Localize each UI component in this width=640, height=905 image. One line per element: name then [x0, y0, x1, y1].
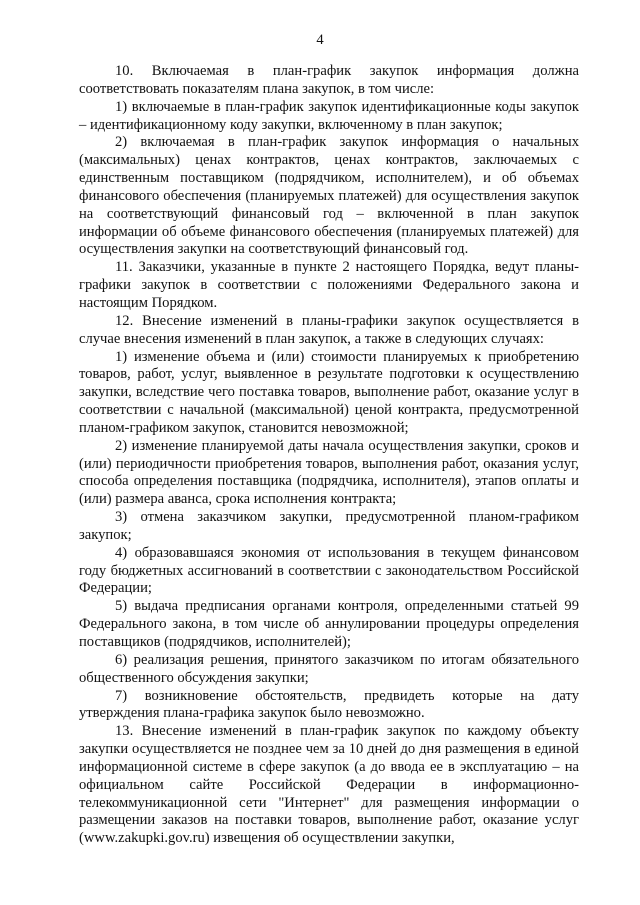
paragraph-12-item-3: 3) отмена заказчиком закупки, предусмотренной планом-графиком закупок;	[79, 509, 579, 543]
paragraph-12-item-2: 2) изменение планируемой даты начала осуществления закупки, сроков и (или) периодичности приобретения товаров, выполнения работ, оказания услуг, способа определения поставщика (подрядчика, исполнителя), этапов оплаты и (или) размера аванса, срока исполнения контракта;	[79, 437, 579, 508]
paragraph-12-item-4: 4) образовавшаяся экономия от использования в текущем финансовом году бюджетных ассигнований в соответствии с законодательством Российской Федерации;	[79, 544, 579, 597]
paragraph-12-item-7: 7) возникновение обстоятельств, предвидеть которые на дату утверждения плана-графика закупок было невозможно.	[79, 687, 579, 722]
paragraph-10: 10. Включаемая в план-график закупок информация должна соответствовать показателям плана закупок, в том числе:	[79, 63, 579, 97]
paragraph-10-item-1: 1) включаемые в план-график закупок идентификационные коды закупок – идентификационному коду закупки, включенному в план закупок;	[79, 98, 579, 133]
page-number: 4	[316, 32, 324, 48]
paragraph-12: 12. Внесение изменений в планы-графики закупок осуществляется в случае внесения изменений в план закупок, а также в следующих случаях:	[79, 312, 579, 347]
paragraph-12-item-6: 6) реализация решения, принятого заказчиком по итогам обязательного общественного обсуждения закупки;	[79, 651, 579, 686]
paragraph-11: 11. Заказчики, указанные в пункте 2 настоящего Порядка, ведут планы-графики закупок в соответствии с положениями Федерального закона и настоящим Порядком.	[79, 259, 579, 311]
paragraph-12-item-5: 5) выдача предписания органами контроля, определенными статьей 99 Федерального закона, в том числе об аннулировании процедуры определения поставщиков (подрядчиков, исполнителей);	[79, 598, 579, 650]
paragraph-10-item-2: 2) включаемая в план-график закупок информация о начальных (максимальных) ценах контрактов, ценах контрактов, заключаемых с единственным поставщиком (подрядчиком, исполнителем), и об объемах финансового обеспечения (планируемых платежей) для осуществления закупок на соответствующий финансовый год – включенной в план закупок информации об объеме финансового обеспечения (планируемых платежей) для осуществления закупки на соответствующий финансовый год.	[79, 134, 579, 258]
paragraph-13: 13. Внесение изменений в план-график закупок по каждому объекту закупки осуществляется не позднее чем за 10 дней до дня размещения в единой информационной системе в сфере закупок (а до ввода ее в эксплуатацию – на официальном сайте Российской Федерации в информационно-телекоммуникационной сети "Интернет" для размещения информации о размещении заказов на поставки товаров, выполнение работ, оказание услуг (www.zakupki.gov.ru) извещения об осуществлении закупки,	[79, 723, 579, 847]
document-body	[79, 63, 579, 848]
paragraph-12-item-1: 1) изменение объема и (или) стоимости планируемых к приобретению товаров, работ, услуг, выявленное в результате подготовки к осуществлению закупки, вследствие чего поставка товаров, выполнение работ, оказание услуг в соответствии с начальной (максимальной) ценой контракта, предусмотренной планом-графиком закупок, становится невозможной;	[79, 348, 579, 436]
